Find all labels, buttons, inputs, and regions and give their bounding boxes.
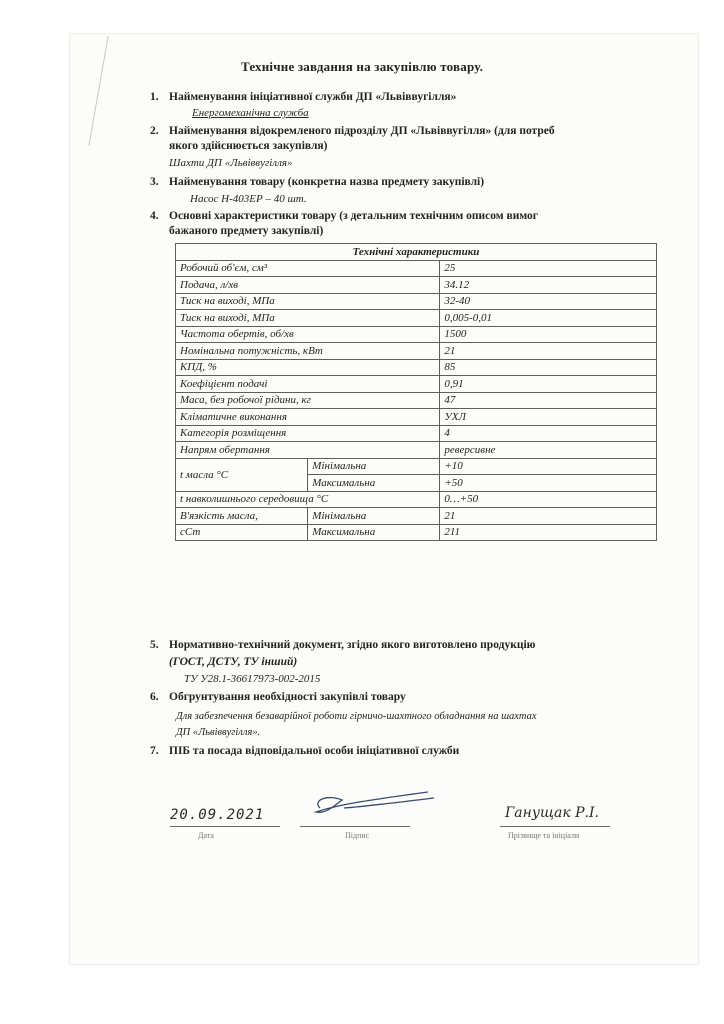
item-7-number: 7. (150, 745, 159, 757)
spec-value: 85 (440, 359, 657, 376)
table-row (176, 359, 657, 376)
spec-param: Категорія розміщення (176, 425, 440, 442)
spec-param-oil-temp: t масла °С (176, 458, 308, 491)
spec-param: Напрям обертання (176, 442, 440, 459)
table-row (176, 392, 657, 409)
spec-value: 0…+50 (440, 491, 657, 508)
spec-table-header: Технічні характеристики (176, 244, 657, 261)
item-5-heading: Нормативно-технічний документ, згідно якого виготовлено продукцію (169, 639, 536, 651)
name-underline (500, 826, 610, 827)
spec-value: 34.12 (440, 277, 657, 294)
table-row (176, 310, 657, 327)
table-row (176, 277, 657, 294)
signature-caption: Підпис (345, 831, 370, 840)
table-row (176, 326, 657, 343)
spec-value: 0,91 (440, 376, 657, 393)
spec-param: Кліматичне виконання (176, 409, 440, 426)
table-row (176, 425, 657, 442)
item-7-heading: ПІБ та посада відповідальної особи ініціативної служби (169, 745, 460, 757)
spec-param-viscosity: В'язкість масла, (176, 508, 308, 525)
spec-param: Тиск на виході, МПа (176, 293, 440, 310)
spec-param-ambient: t навколишнього середовища °С (176, 491, 440, 508)
spec-value: УХЛ (440, 409, 657, 426)
responsible-person-name: Ганущак Р.І. (505, 805, 599, 821)
table-row (176, 458, 657, 475)
spec-param: Тиск на виході, МПа (176, 310, 440, 327)
item-2-heading: Найменування відокремленого підрозділу ДП «Львіввугілля» (для потреб (169, 125, 555, 137)
item-1-number: 1. (150, 91, 159, 103)
spec-value: 1500 (440, 326, 657, 343)
item-6-value: Для забезпечення безаварійної роботи гірничо-шахтного обладнання на шахтах (176, 711, 537, 722)
item-6-heading: Обгрунтування необхідності закупівлі товару (169, 691, 406, 703)
item-2-heading-cont: якого здійснюється закупівля) (169, 140, 328, 152)
spec-param: КПД, % (176, 359, 440, 376)
date-underline (170, 826, 280, 827)
spec-param: Номінальна потужність, кВт (176, 343, 440, 360)
table-row (176, 260, 657, 277)
spec-value: реверсивне (440, 442, 657, 459)
item-3-number: 3. (150, 176, 159, 188)
item-4-heading: Основні характеристики товару (з детальним технічним описом вимог (169, 210, 538, 222)
item-3-heading: Найменування товару (конкретна назва предмету закупівлі) (169, 176, 485, 188)
item-6-value-cont: ДП «Львіввугілля». (176, 727, 261, 738)
item-5-value: ТУ У28.1-36617973-002-2015 (184, 673, 321, 685)
spec-table-header-row (176, 244, 657, 261)
spec-value: 4 (440, 425, 657, 442)
spec-param: Коефіцієнт подачі (176, 376, 440, 393)
table-row (176, 343, 657, 360)
item-5-number: 5. (150, 639, 159, 651)
spec-value: 21 (440, 508, 657, 525)
date-caption: Дата (198, 831, 214, 840)
spec-value: 0,005-0,01 (440, 310, 657, 327)
signature-underline (300, 826, 410, 827)
item-2-value: Шахти ДП «Львіввугілля» (169, 157, 293, 169)
item-1-value: Енергомеханічна служба (192, 107, 309, 119)
spec-value: 25 (440, 260, 657, 277)
spec-param: Робочий об'єм, см³ (176, 260, 440, 277)
spec-param: Маса, без робочої рідини, кг (176, 392, 440, 409)
spec-sublabel-min: Мінімальна (308, 458, 440, 475)
spec-table (175, 243, 657, 541)
name-caption: Прізвище та ініціали (508, 831, 580, 840)
spec-sublabel-max: Максимальна (308, 524, 440, 541)
spec-value: 211 (440, 524, 657, 541)
spec-param: Частота обертів, об/хв (176, 326, 440, 343)
signature-date: 20.09.2021 (170, 807, 265, 823)
spec-sublabel-min: Мінімальна (308, 508, 440, 525)
item-1-heading: Найменування ініціативної служби ДП «Львіввугілля» (169, 91, 457, 103)
item-2-number: 2. (150, 125, 159, 137)
table-row (176, 524, 657, 541)
spec-sublabel-max: Максимальна (308, 475, 440, 492)
signature-mark (300, 786, 450, 828)
spec-value: 32-40 (440, 293, 657, 310)
item-3-value: Насос Н-403ЕР – 40 шт. (190, 193, 307, 205)
spec-param: Подача, л/хв (176, 277, 440, 294)
item-4-heading-cont: бажаного предмету закупівлі) (169, 225, 324, 237)
spec-value: +10 (440, 458, 657, 475)
spec-value: +50 (440, 475, 657, 492)
item-4-number: 4. (150, 210, 159, 222)
spec-value: 21 (440, 343, 657, 360)
table-row (176, 293, 657, 310)
table-row (176, 491, 657, 508)
item-6-number: 6. (150, 691, 159, 703)
table-row (176, 508, 657, 525)
spec-param-viscosity-unit: сСт (176, 524, 308, 541)
table-row (176, 376, 657, 393)
spec-value: 47 (440, 392, 657, 409)
table-row (176, 409, 657, 426)
document-title: Технічне завдання на закупівлю товару. (240, 59, 484, 74)
table-row (176, 442, 657, 459)
item-5-heading-cont: (ГОСТ, ДСТУ, ТУ інший) (169, 656, 298, 668)
